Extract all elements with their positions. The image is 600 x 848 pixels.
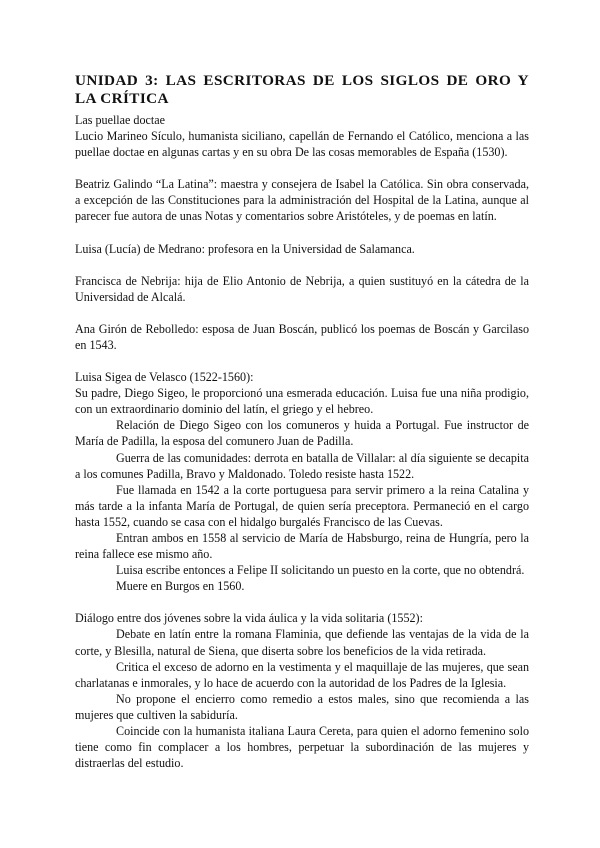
paragraph-dialogo: Critica el exceso de adorno en la vestimenta y el maquillaje de las mujeres, que sean charlatanas e inmorales, y lo hace de acuerdo con la autoridad de los Padres de la Iglesia. (75, 659, 529, 690)
paragraph-dialogo: No propone el encierro como remedio a estos males, sino que recomienda a las mujeres que cultiven la sabiduría. (75, 691, 529, 722)
paragraph-sigea: Relación de Diego Sigeo con los comuneros y huida a Portugal. Fue instructor de María de Padilla, la esposa del comunero Juan de Padilla. (75, 418, 529, 449)
paragraph-dialogo: Debate en latín entre la romana Flaminia, que defiende las ventajas de la vida de la corte, y Blesilla, natural de Siena, que diserta sobre los beneficios de la vida retirada. (75, 627, 529, 658)
paragraph-sigea: Luisa escribe entonces a Felipe II solicitando un puesto en la corte, que no obtendrá. (116, 563, 525, 578)
paragraph-sigea: Guerra de las comunidades: derrota en batalla de Villalar: al día siguiente se decapita a los comunes Padilla, Bravo y Maldonado. Toledo resiste hasta 1522. (75, 450, 529, 481)
paragraph-giron: Ana Girón de Rebolledo: esposa de Juan Boscán, publicó los poemas de Boscán y Garcilaso en 1543. (75, 321, 529, 352)
paragraph-puellae: Lucio Marineo Sículo, humanista siciliano, capellán de Fernando el Católico, menciona a las puellae doctae en algunas cartas y en su obra De las cosas memorables de España (1530). (75, 129, 529, 160)
paragraph-medrano: Luisa (Lucía) de Medrano: profesora en la Universidad de Salamanca. (75, 241, 415, 256)
paragraph-sigea: Entran ambos en 1558 al servicio de María de Habsburgo, reina de Hungría, pero la reina fallece ese mismo año. (75, 530, 529, 562)
document-body (75, 72, 529, 771)
page-title: UNIDAD 3: LAS ESCRITORAS DE LOS SIGLOS DE ORO Y LA CRÍTICA (75, 72, 529, 107)
paragraph-dialogo: Coincide con la humanista italiana Laura Cereta, para quien el adorno femenino solo tiene como fin complacer a los hombres, perpetuar la subordinación de las mujeres y distraerlas del estudio. (75, 724, 529, 771)
paragraph-galindo: Beatriz Galindo “La Latina”: maestra y consejera de Isabel la Católica. Sin obra conservada, a excepción de las Constituciones para la administración del Hospital de la Latina, aunque al parecer fue autora de unas Notas y comentarios sobre Aristóteles, y de poemas en latín. (75, 177, 529, 224)
paragraph-sigea-intro: Su padre, Diego Sigeo, le proporcionó una esmerada educación. Luisa fue una niña prodigio, con un extraordinario dominio del latín, el griego y el hebreo. (75, 386, 529, 417)
paragraph-sigea: Fue llamada en 1542 a la corte portuguesa para servir primero a la reina Catalina y más tarde a la infanta María de Portugal, de quien sería preceptora. Permaneció en el cargo hasta 1552, cuando se casa con el hidalgo burgalés Francisco de las Cuevas. (75, 482, 529, 529)
paragraph-sigea: Muere en Burgos en 1560. (116, 579, 245, 594)
section-heading-puellae: Las puellae doctae (75, 113, 165, 127)
paragraph-nebrija: Francisca de Nebrija: hija de Elio Antonio de Nebrija, a quien sustituyó en la cátedra de la Universidad de Alcalá. (75, 273, 529, 304)
section-heading-sigea: Luisa Sigea de Velasco (1522-1560): (75, 370, 254, 385)
section-heading-dialogo: Diálogo entre dos jóvenes sobre la vida áulica y la vida solitaria (1552): (75, 611, 423, 626)
